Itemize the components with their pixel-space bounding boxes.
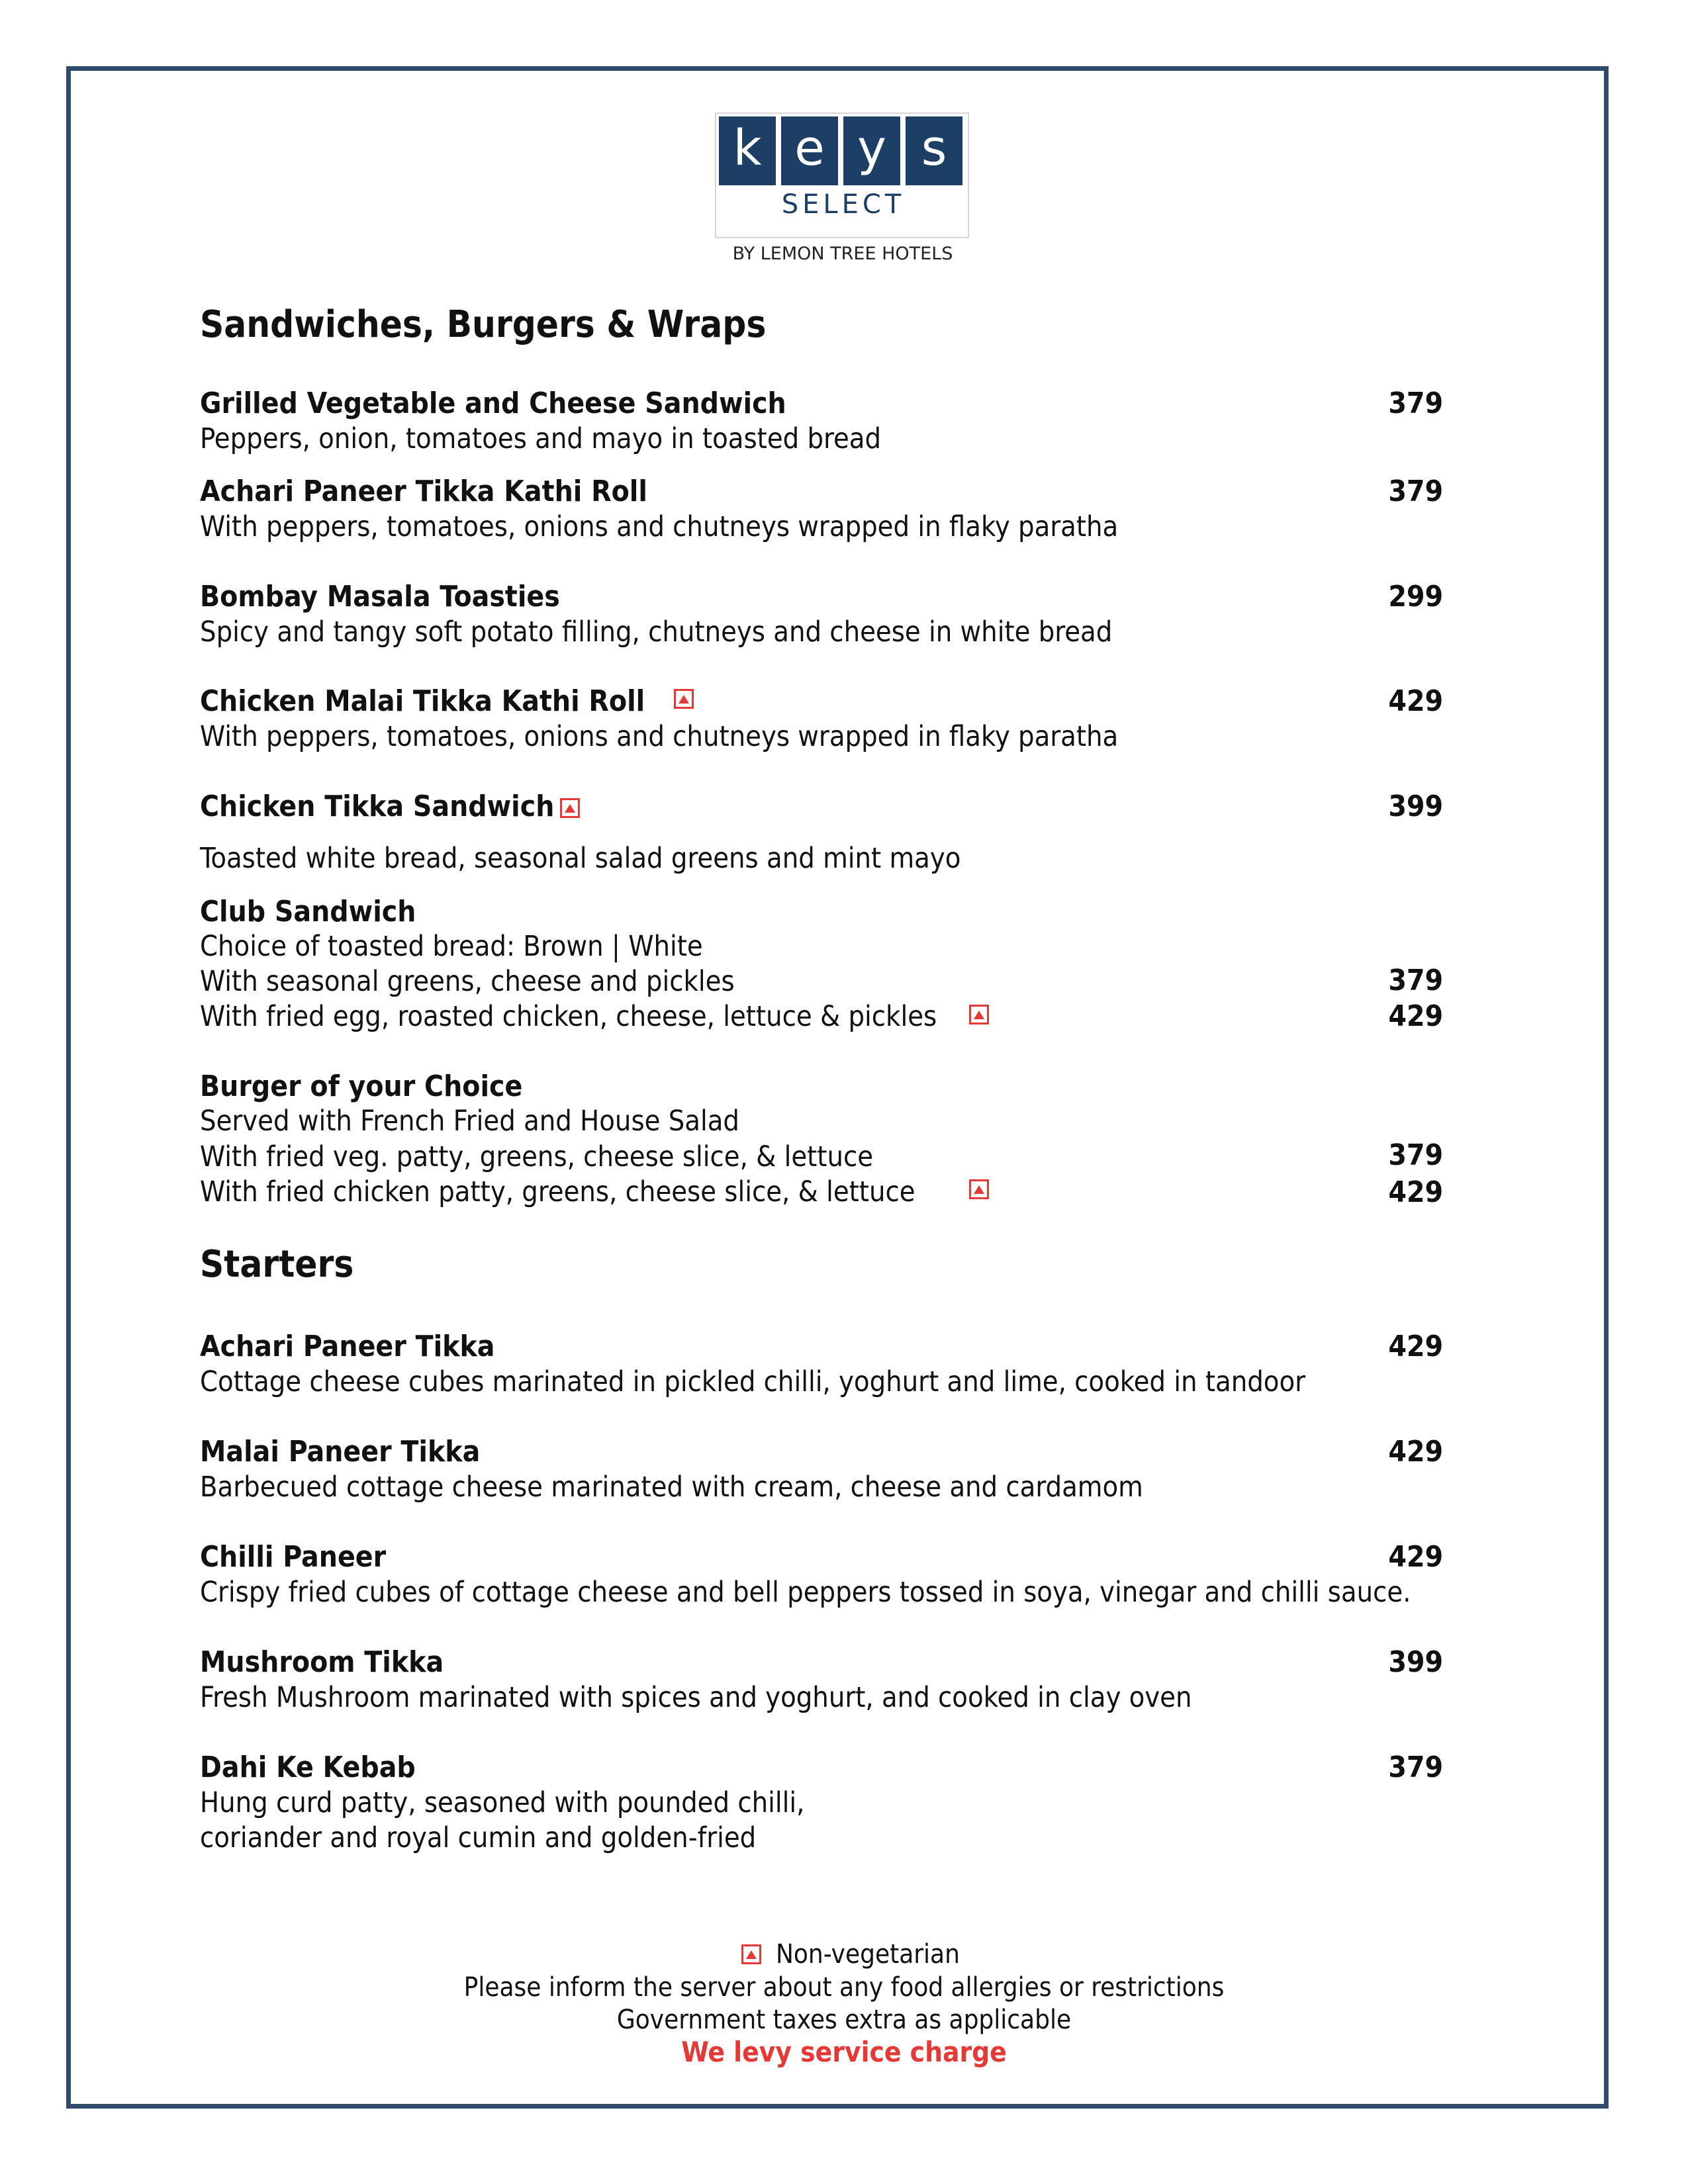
menu-item-description: Crispy fried cubes of cottage cheese and bell peppers tossed in soya, vinegar and chilli sauce. xyxy=(200,1576,1411,1609)
allergy-notice: Please inform the server about any food allergies or restrictions xyxy=(463,1972,1225,2003)
brand-logo xyxy=(715,113,970,271)
menu-item-description: Toasted white bread, seasonal salad greens and mint mayo xyxy=(200,842,961,875)
menu-item-price: 429 xyxy=(1388,1330,1443,1363)
non-veg-icon xyxy=(969,1005,989,1024)
menu-item-price: 379 xyxy=(1388,1751,1443,1784)
logo-letter-s: s xyxy=(906,116,962,185)
menu-item-price: 399 xyxy=(1388,1645,1443,1679)
menu-item-option: With fried veg. patty, greens, cheese slice, & lettuce xyxy=(200,1140,874,1173)
menu-item-price: 299 xyxy=(1388,580,1443,614)
menu-item-price: 429 xyxy=(1388,684,1443,718)
non-veg-icon xyxy=(741,1944,761,1964)
menu-item-description: Fresh Mushroom marinated with spices and yoghurt, and cooked in clay oven xyxy=(200,1681,1192,1714)
logo-box xyxy=(715,113,969,238)
menu-item-name: Grilled Vegetable and Cheese Sandwich xyxy=(200,387,786,420)
menu-item-description: With peppers, tomatoes, onions and chutneys wrapped in flaky paratha xyxy=(200,720,1119,753)
menu-item-option: With fried chicken patty, greens, cheese slice, & lettuce xyxy=(200,1175,915,1208)
menu-item-description: Spicy and tangy soft potato filling, chutneys and cheese in white bread xyxy=(200,615,1113,649)
menu-item-name: Club Sandwich xyxy=(200,895,416,929)
menu-item-name: Malai Paneer Tikka xyxy=(200,1435,481,1469)
menu-item-name: Burger of your Choice xyxy=(200,1069,523,1103)
menu-item-description: Peppers, onion, tomatoes and mayo in toasted bread xyxy=(200,422,882,455)
menu-item-name: Bombay Masala Toasties xyxy=(200,580,560,614)
menu-item-price: 399 xyxy=(1388,790,1443,823)
menu-item-option-price: 429 xyxy=(1388,1175,1443,1209)
logo-letter-e: e xyxy=(781,116,838,185)
menu-item-name: Achari Paneer Tikka Kathi Roll xyxy=(200,475,647,508)
menu-item-name: Chilli Paneer xyxy=(200,1540,387,1574)
non-veg-legend xyxy=(741,1939,960,1970)
menu-item-description: Cottage cheese cubes marinated in pickled chilli, yoghurt and lime, cooked in tandoor xyxy=(200,1365,1306,1398)
tax-notice: Government taxes extra as applicable xyxy=(616,2005,1072,2035)
section-title-starters: Starters xyxy=(200,1243,354,1286)
menu-item-option-price: 429 xyxy=(1388,999,1443,1033)
menu-item-description: Choice of toasted bread: Brown | White xyxy=(200,930,703,963)
menu-item-description: Hung curd patty, seasoned with pounded chilli, xyxy=(200,1786,805,1819)
menu-item-option: With fried egg, roasted chicken, cheese, lettuce & pickles xyxy=(200,1000,937,1033)
logo-byline: BY LEMON TREE HOTELS xyxy=(732,244,953,264)
non-veg-icon xyxy=(674,689,694,709)
menu-item-price: 429 xyxy=(1388,1540,1443,1574)
menu-item-name: Chicken Tikka Sandwich xyxy=(200,790,555,823)
menu-item-name: Achari Paneer Tikka xyxy=(200,1330,495,1363)
menu-item-description: Barbecued cottage cheese marinated with cream, cheese and cardamom xyxy=(200,1471,1143,1504)
non-veg-icon xyxy=(969,1179,989,1199)
menu-item-name: Chicken Malai Tikka Kathi Roll xyxy=(200,684,645,718)
logo-letter-k: k xyxy=(719,116,776,185)
non-veg-icon xyxy=(560,798,580,818)
menu-item-name: Mushroom Tikka xyxy=(200,1645,444,1679)
service-charge-notice: We levy service charge xyxy=(681,2036,1007,2068)
menu-item-option: With seasonal greens, cheese and pickles xyxy=(200,965,735,998)
section-title-sandwiches: Sandwiches, Burgers & Wraps xyxy=(200,303,767,346)
menu-item-description: With peppers, tomatoes, onions and chutneys wrapped in flaky paratha xyxy=(200,510,1119,543)
logo-select-text: SELECT xyxy=(781,189,906,220)
menu-item-description: Served with French Fried and House Salad xyxy=(200,1105,739,1138)
menu-item-name: Dahi Ke Kebab xyxy=(200,1751,416,1784)
menu-item-description-line2: coriander and royal cumin and golden-fried xyxy=(200,1821,757,1854)
menu-item-price: 379 xyxy=(1388,387,1443,420)
logo-letter-y: y xyxy=(843,116,900,185)
legend-label: Non-vegetarian xyxy=(776,1939,960,1970)
menu-item-price: 379 xyxy=(1388,475,1443,508)
menu-item-option-price: 379 xyxy=(1388,1138,1443,1172)
menu-item-option-price: 379 xyxy=(1388,964,1443,997)
logo-letters xyxy=(719,116,962,185)
menu-item-price: 429 xyxy=(1388,1435,1443,1469)
